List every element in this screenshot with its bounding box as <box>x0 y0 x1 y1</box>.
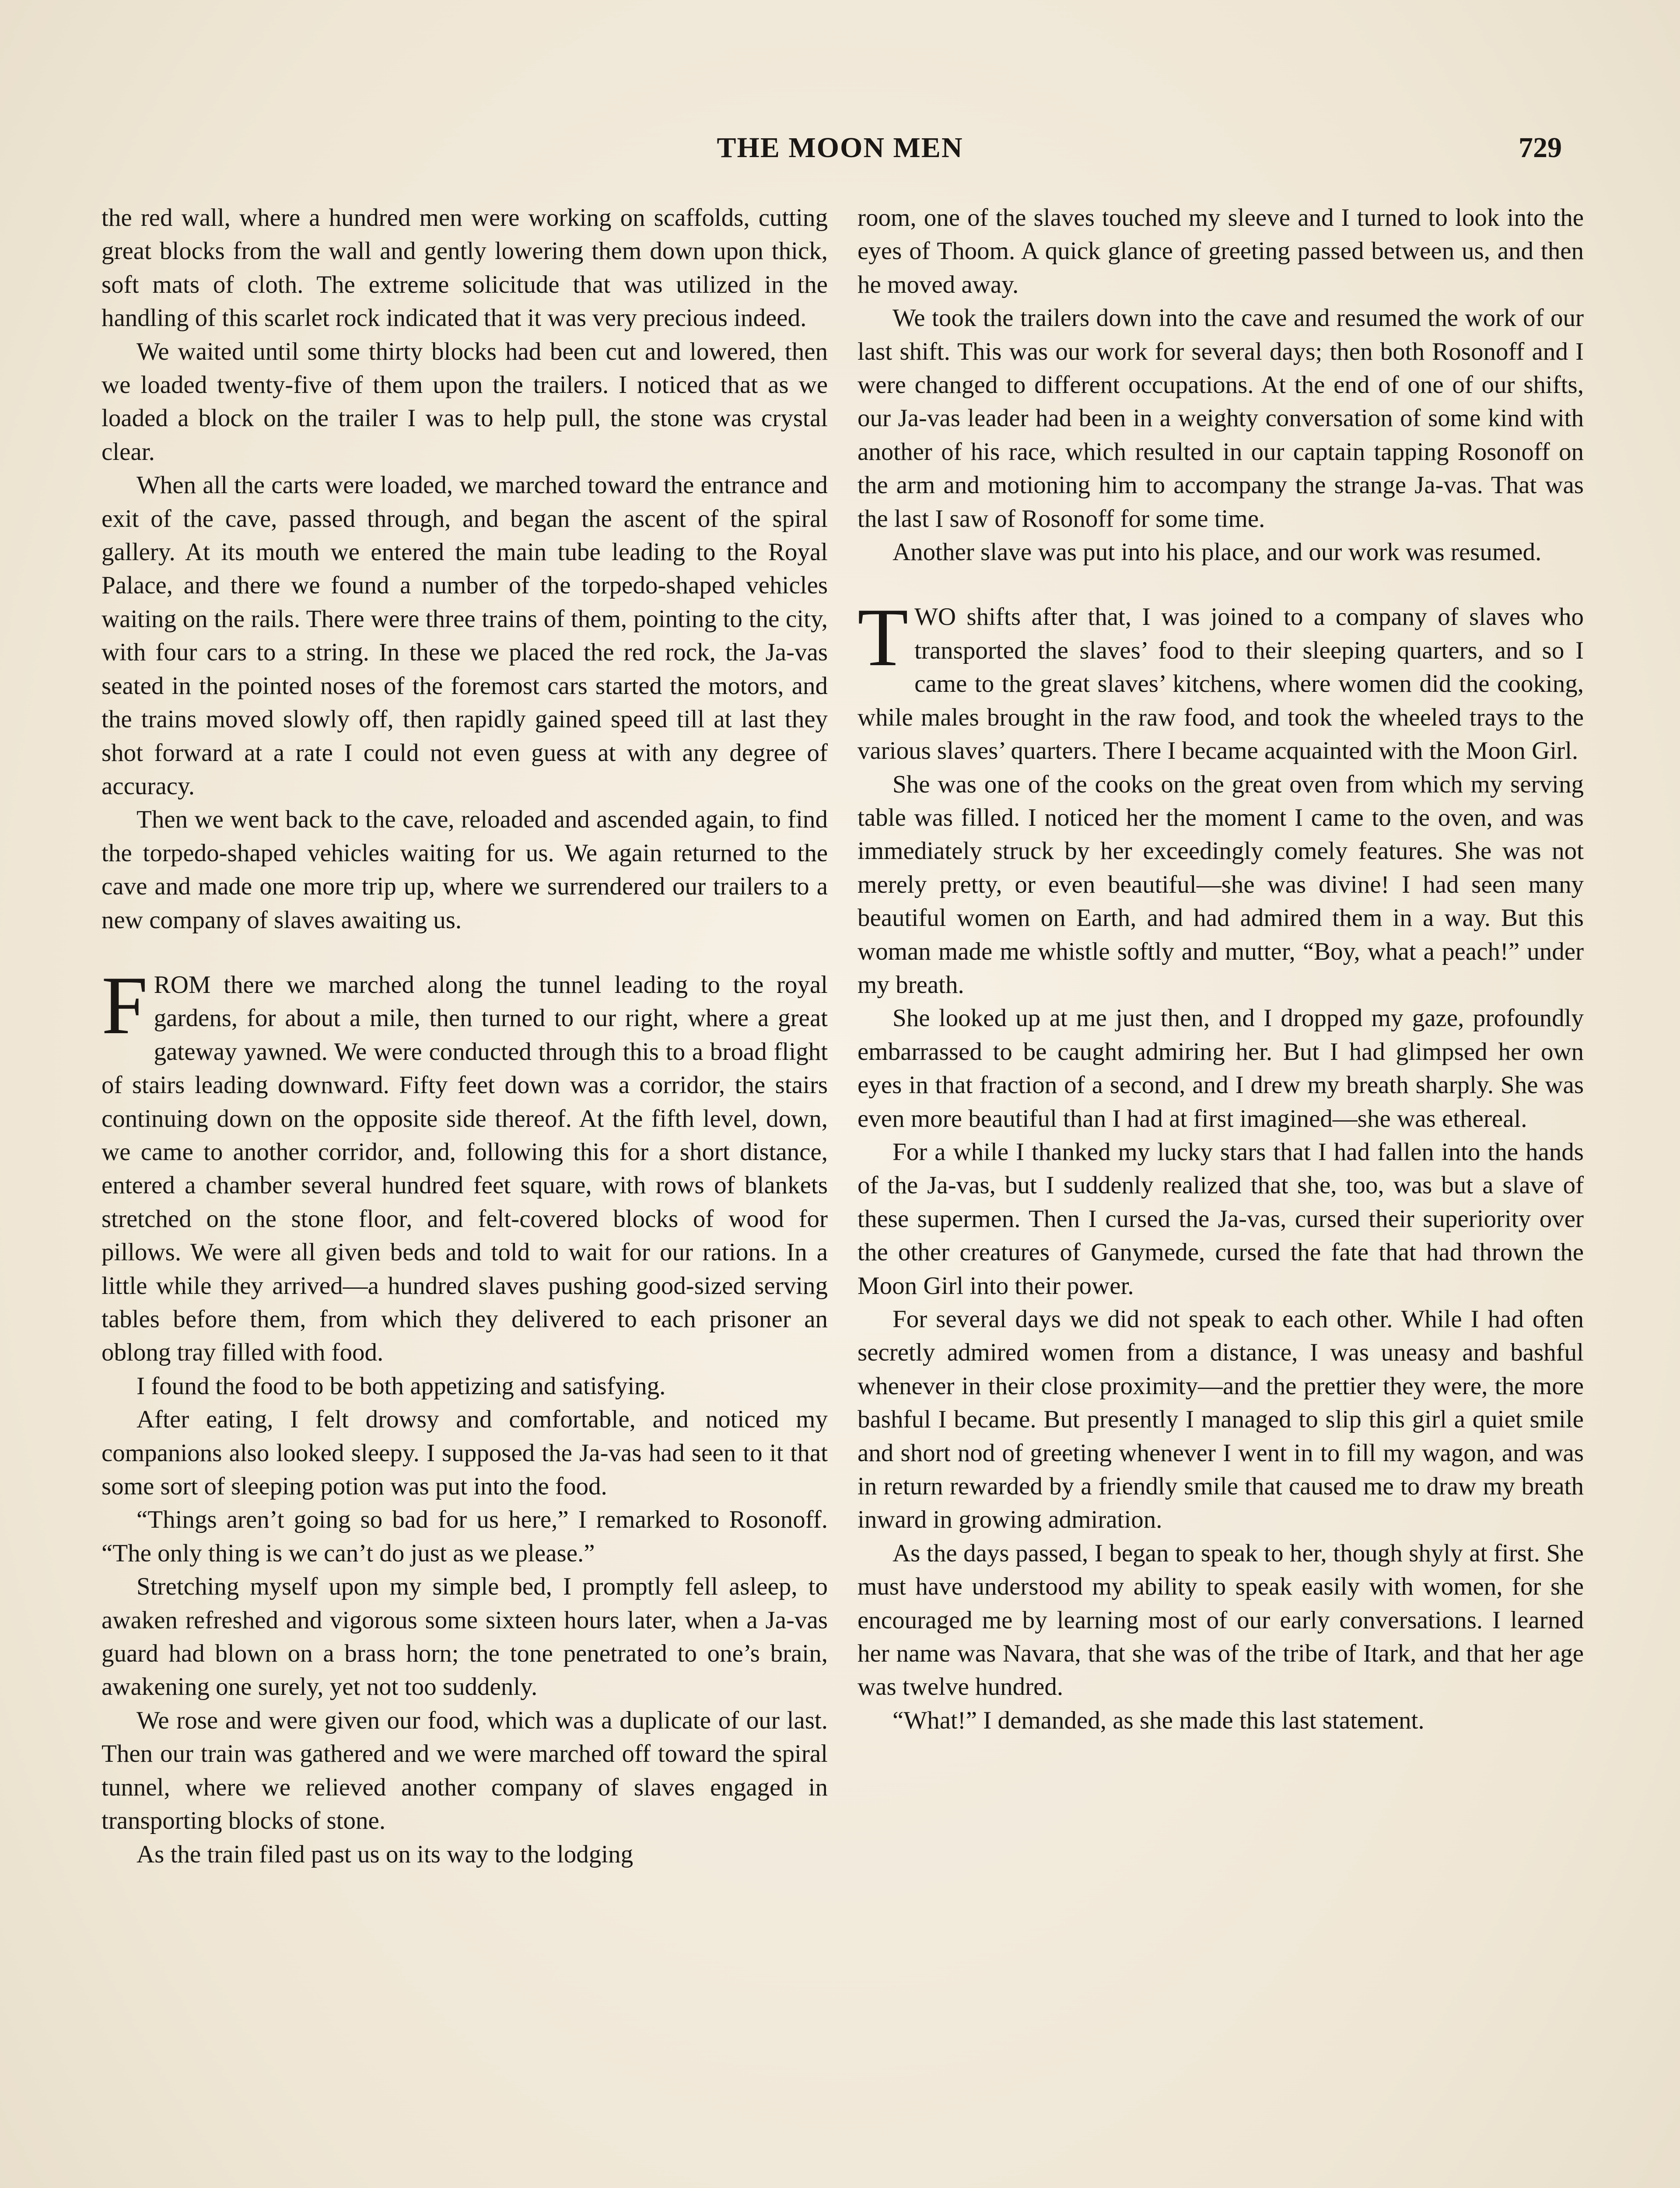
page-header <box>101 131 1579 171</box>
paragraph: After eating, I felt drowsy and comfortable, and noticed my companions also looked sleepy. I supposed the Ja-vas had seen to it that some sort of sleeping potion was put into the food. <box>102 1406 828 1501</box>
paragraph: We took the trailers down into the cave and resumed the work of our last shift. This was our work for several days; then both Rosonoff and I were changed to different occupations. At the end of one of our shifts, our Ja-vas leader had been in a weighty conversation of some kind with another of his race, which resulted in our captain tapping Rosonoff on the arm and motioning him to accompany the strange Ja-vas. That was the last I saw of Rosonoff for some time. <box>858 304 1584 533</box>
paragraph: Another slave was put into his place, and our work was resumed. <box>892 538 1542 566</box>
paragraph: “Things aren’t going so bad for us here,” I remarked to Rosonoff. “The only thing is we can’t do just as we please.” <box>102 1506 828 1567</box>
paragraph: Stretching myself upon my simple bed, I promptly fell asleep, to awaken refreshed and vigorous some sixteen hours later, when a Ja-vas guard had blown on a brass horn; the tone penetrated to one’s brain, awakening one surely, yet not too suddenly. <box>102 1573 828 1701</box>
paragraph: For a while I thanked my lucky stars that I had fallen into the hands of the Ja-vas, but I suddenly realized that she, too, was but a slave of these supermen. Then I cursed the Ja-vas, cursed their superiority over the other creatures of Ganymede, cursed the fate that had thrown the Moon Girl into their power. <box>858 1138 1584 1300</box>
running-title: THE MOON MEN <box>717 132 963 164</box>
left-column <box>102 201 828 1871</box>
paragraph: room, one of the slaves touched my sleeve and I turned to look into the eyes of Thoom. A quick glance of greeting passed between us, and then he moved away. <box>858 204 1584 298</box>
paragraph: the red wall, where a hundred men were working on scaffolds, cutting great blocks from the wall and gently lowering them down upon thick, soft mats of cloth. The extreme solicitude that was utilized in the handling of this scarlet rock indicated that it was very precious indeed. <box>102 204 828 332</box>
paragraph: As the days passed, I began to speak to her, though shyly at first. She must have understood my ability to speak easily with women, for she encouraged me by learning most of our early conversations. I learned her name was Navara, that she was of the tribe of Itark, and that her age was twelve hundred. <box>858 1539 1584 1701</box>
section-paragraph-dropcap: TWO shifts after that, I was joined to a company of slaves who transported the slaves’ food to their sleeping quarters, and so I came to the great slaves’ kitchens, where women did the cooking, while males brought in the raw food, and took the wheeled trays to the various slaves’ quarters. There I became acquainted with the Moon Girl. <box>858 592 1584 765</box>
page-number: 729 <box>1519 132 1562 164</box>
paragraph: When all the carts were loaded, we marched toward the entrance and exit of the cave, passed through, and began the ascent of the spiral gallery. At its mouth we entered the main tube leading to the Royal Palace, and there we found a number of the torpedo-shaped vehicles waiting on the rails. There were three trains of them, pointing to the city, with four cars to a string. In these we placed the red rock, the Ja-vas seated in the pointed noses of the foremost cars started the motors, and the trains moved slowly off, then rapidly gained speed till at last they shot forward at a rate I could not even guess at with any degree of accuracy. <box>102 471 828 800</box>
right-column <box>858 201 1584 1737</box>
paragraph: For several days we did not speak to each other. While I had often secretly admired women from a distance, I was uneasy and bashful whenever in their close proximity—and the prettier they were, the more bashful I became. But presently I managed to slip this girl a quiet smile and short nod of greeting whenever I went in to fill my wagon, and was in return rewarded by a friendly smile that caused me to draw my breath inward in growing admiration. <box>858 1305 1584 1534</box>
section-paragraph-dropcap: FROM there we marched along the tunnel leading to the royal gardens, for about a mile, then turned to our right, where a great gateway yawned. We were conducted through this to a broad flight of stairs leading downward. Fifty feet down was a corridor, the stairs continuing down on the opposite side thereof. At the fifth level, down, we came to another corridor, and, following this for a short distance, entered a chamber several hundred feet square, with rows of blankets stretched on the stone floor, and felt-covered blocks of wood for pillows. We were all given beds and told to wait for our rations. In a little while they arrived—a hundred slaves pushing good-sized serving tables before them, from which they delivered to each prisoner an oblong tray filled with food. <box>102 959 828 1367</box>
paragraph: I found the food to be both appetizing and satisfying. <box>136 1372 666 1400</box>
paragraph: She was one of the cooks on the great oven from which my serving table was filled. I noticed her the moment I came to the oven, and was immediately struck by her exceedingly comely features. She was not merely pretty, or even beautiful—she was divine! I had seen many beautiful women on Earth, and had admired them in a way. But this woman made me whistle softly and mutter, “Boy, what a peach!” under my breath. <box>858 770 1584 999</box>
paragraph: “What!” I demanded, as she made this last statement. <box>892 1706 1424 1734</box>
paragraph: We waited until some thirty blocks had been cut and lowered, then we loaded twenty-five of them upon the trailers. I noticed that as we loaded a block on the trailer I was to help pull, the stone was crystal clear. <box>102 337 828 466</box>
paragraph: She looked up at me just then, and I dropped my gaze, profoundly embarrassed to be caught admiring her. But I had glimpsed her own eyes in that fraction of a second, and I drew my breath sharply. She was even more beautiful than I had at first imagined—she was ethereal. <box>858 1004 1584 1133</box>
paragraph: As the train filed past us on its way to the lodging <box>136 1840 634 1868</box>
paragraph: We rose and were given our food, which was a duplicate of our last. Then our train was gathered and we were marched off toward the spiral tunnel, where we relieved another company of slaves engaged in transporting blocks of stone. <box>102 1706 828 1835</box>
paragraph: Then we went back to the cave, reloaded and ascended again, to find the torpedo-shaped vehicles waiting for us. We again returned to the cave and made one more trip up, where we surrendered our trailers to a new company of slaves awaiting us. <box>102 806 828 934</box>
